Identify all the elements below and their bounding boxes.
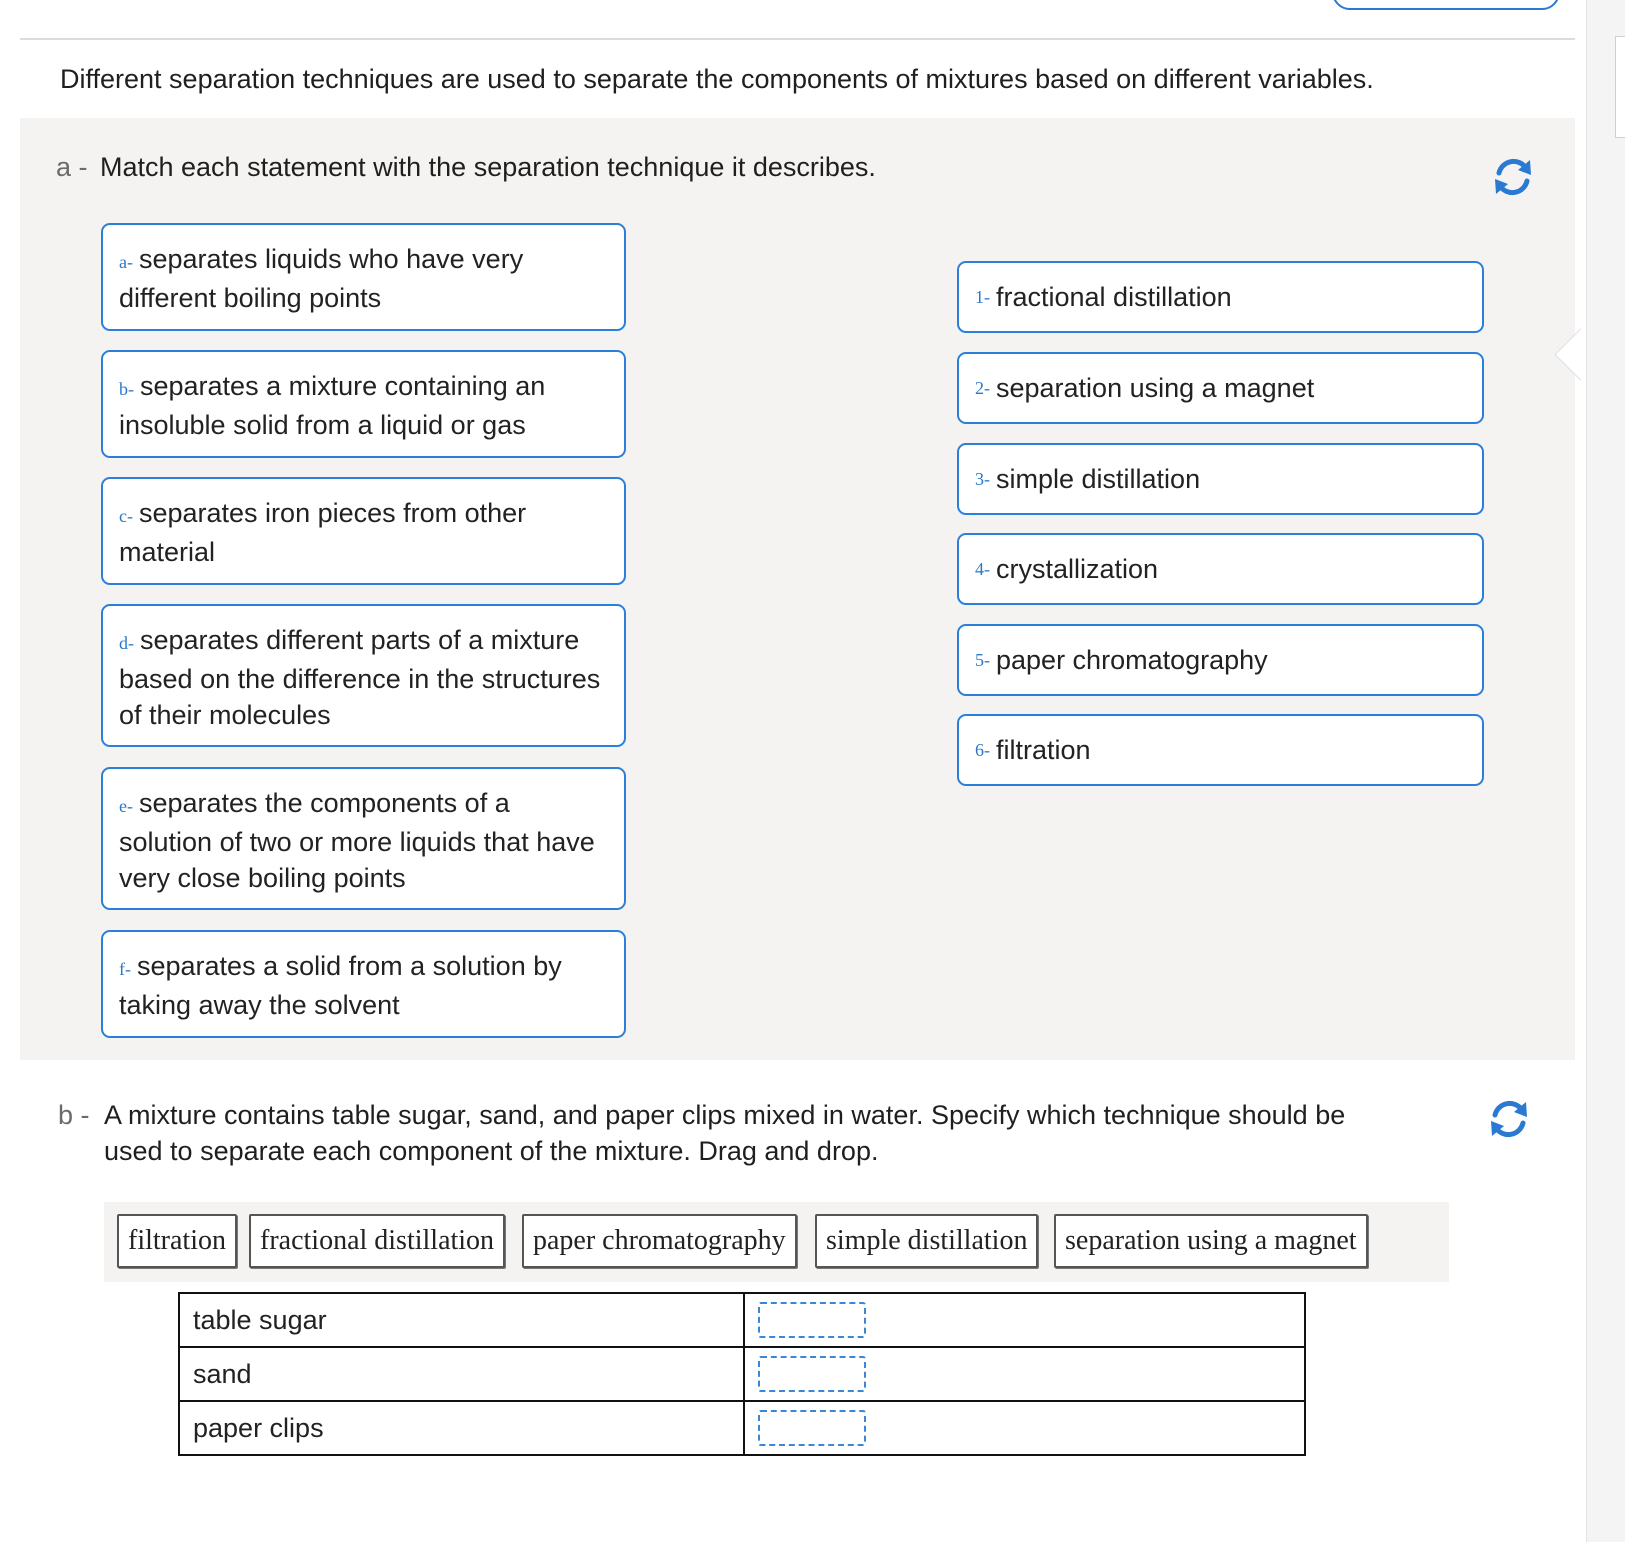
- statement-card-b[interactable]: [101, 350, 626, 458]
- refresh-icon[interactable]: [1486, 1096, 1532, 1142]
- statement-index: d-: [119, 633, 134, 653]
- technique-index: 1-: [975, 287, 990, 307]
- technique-text: filtration: [996, 735, 1091, 765]
- part-a-prompt: Match each statement with the separation technique it describes.: [100, 152, 876, 182]
- technique-index: 5-: [975, 650, 990, 670]
- table-row: [179, 1347, 1305, 1401]
- drag-chip-fractional-distillation[interactable]: fractional distillation: [249, 1214, 505, 1268]
- side-panel: [1586, 0, 1625, 1542]
- technique-card-6[interactable]: [957, 714, 1484, 786]
- drop-target[interactable]: [758, 1410, 866, 1446]
- statement-text: separates different parts of a mixture based on the difference in the structures of their molecules: [119, 625, 601, 730]
- divider: [20, 38, 1575, 40]
- technique-text: crystallization: [996, 554, 1159, 584]
- statement-card-d[interactable]: [101, 604, 626, 747]
- statement-text: separates the components of a solution of two or more liquids that have very close boiling points: [119, 788, 595, 893]
- statement-card-c[interactable]: [101, 477, 626, 585]
- component-cell: sand: [179, 1347, 744, 1401]
- part-a-letter: a -: [56, 152, 88, 182]
- top-button-partial[interactable]: [1332, 0, 1560, 10]
- technique-card-1[interactable]: [957, 261, 1484, 333]
- answer-cell: [744, 1293, 1305, 1347]
- technique-index: 4-: [975, 559, 990, 579]
- statement-text: separates iron pieces from other material: [119, 498, 527, 567]
- technique-text: fractional distillation: [996, 282, 1232, 312]
- refresh-icon[interactable]: [1490, 154, 1536, 200]
- technique-index: 3-: [975, 469, 990, 489]
- statement-text: separates a mixture containing an insoluble solid from a liquid or gas: [119, 371, 546, 440]
- part-a-panel: [20, 118, 1575, 1060]
- side-panel-tab[interactable]: [1615, 36, 1625, 138]
- technique-card-2[interactable]: [957, 352, 1484, 424]
- statement-card-e[interactable]: [101, 767, 626, 910]
- statement-card-a[interactable]: [101, 223, 626, 331]
- technique-index: 6-: [975, 740, 990, 760]
- technique-card-4[interactable]: [957, 533, 1484, 605]
- statement-text: separates liquids who have very different boiling points: [119, 244, 524, 313]
- statement-index: b-: [119, 379, 134, 399]
- answer-cell: [744, 1401, 1305, 1455]
- statement-card-f[interactable]: [101, 930, 626, 1038]
- component-cell: paper clips: [179, 1401, 744, 1455]
- table-row: [179, 1401, 1305, 1455]
- technique-text: paper chromatography: [996, 645, 1268, 675]
- answer-table: [178, 1292, 1306, 1456]
- statement-index: f-: [119, 959, 131, 979]
- drop-target[interactable]: [758, 1302, 866, 1338]
- answer-cell: [744, 1347, 1305, 1401]
- part-b-prompt-line-1: A mixture contains table sugar, sand, and paper clips mixed in water. Specify which technique should be: [104, 1100, 1346, 1130]
- drag-chip-paper-chromatography[interactable]: paper chromatography: [522, 1214, 797, 1268]
- statement-index: e-: [119, 796, 133, 816]
- statement-index: a-: [119, 252, 133, 272]
- drag-bank: [104, 1202, 1449, 1282]
- drag-chip-simple-distillation[interactable]: simple distillation: [815, 1214, 1038, 1268]
- intro-text: Different separation techniques are used to separate the components of mixtures based on different variables.: [60, 64, 1374, 94]
- technique-text: separation using a magnet: [996, 373, 1315, 403]
- technique-card-3[interactable]: [957, 443, 1484, 515]
- part-b-prompt-line-2: used to separate each component of the mixture. Drag and drop.: [104, 1136, 879, 1166]
- component-cell: table sugar: [179, 1293, 744, 1347]
- drag-chip-filtration[interactable]: filtration: [117, 1214, 237, 1268]
- part-b-letter: b -: [58, 1100, 90, 1130]
- statement-text: separates a solid from a solution by taking away the solvent: [119, 951, 562, 1020]
- statement-index: c-: [119, 506, 133, 526]
- technique-index: 2-: [975, 378, 990, 398]
- technique-text: simple distillation: [996, 464, 1201, 494]
- table-row: [179, 1293, 1305, 1347]
- technique-card-5[interactable]: [957, 624, 1484, 696]
- drop-target[interactable]: [758, 1356, 866, 1392]
- drag-chip-separation-using-a-magnet[interactable]: separation using a magnet: [1054, 1214, 1368, 1268]
